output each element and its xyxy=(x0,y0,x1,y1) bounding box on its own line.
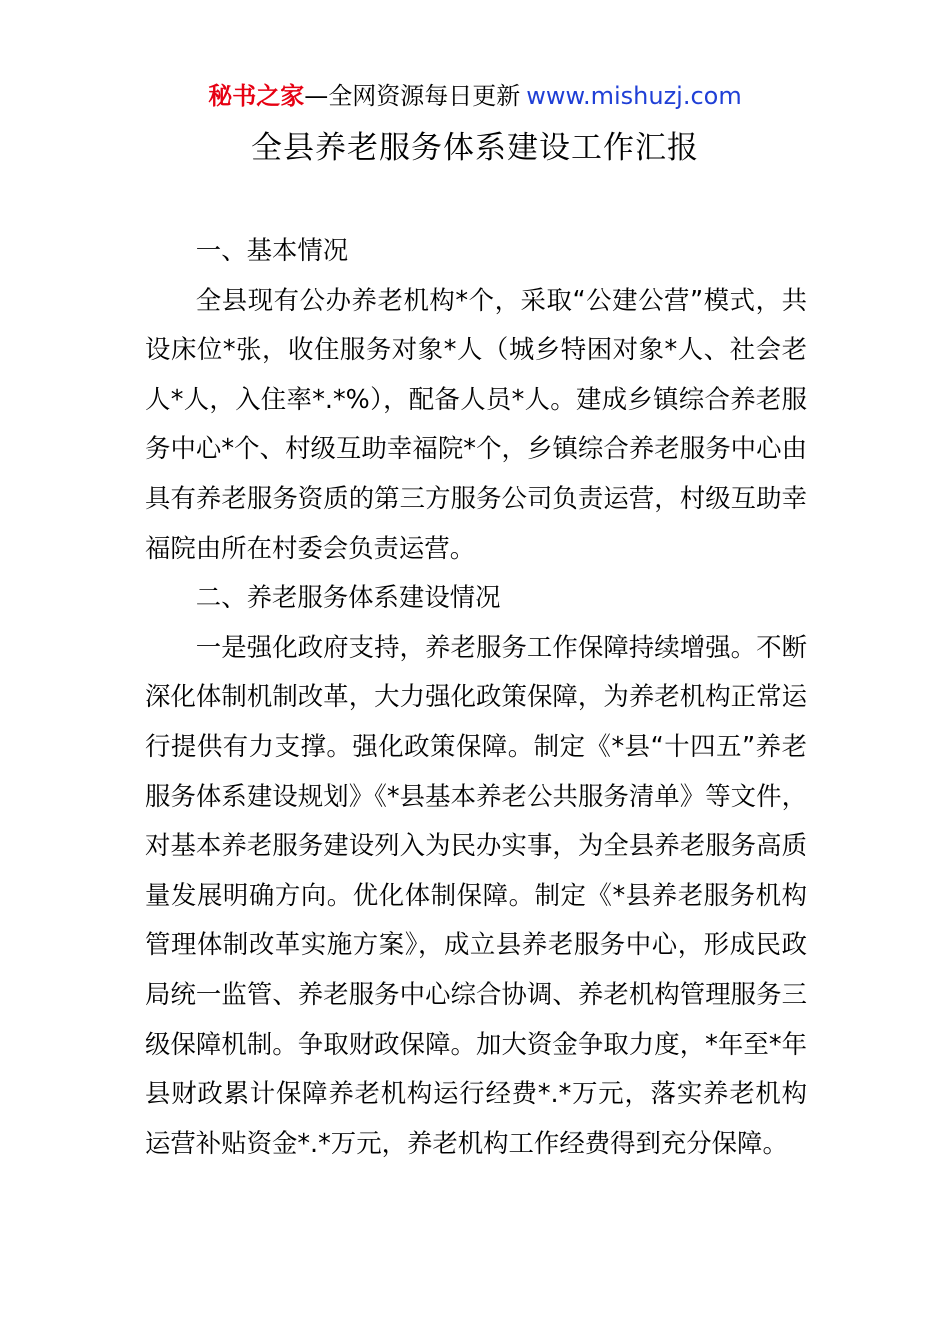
site-header xyxy=(0,80,950,112)
section-heading-basic-situation: 一、基本情况 xyxy=(195,235,349,265)
document-body xyxy=(145,226,807,1168)
paragraph-basic-situation: 全县现有公办养老机构*个，采取“公建公营”模式，共设床位*张，收住服务对象*人（城乡特困对象*人、社会老人*人，入住率*.*%），配备人员*人。建成乡镇综合养老服务中心*个、村级互助幸福院*个，乡镇综合养老服务中心由具有养老服务资质的第三方服务公司负责运营，村级互助幸福院由所在村委会负责运营。 xyxy=(145,284,807,563)
section-heading-system-construction: 二、养老服务体系建设情况 xyxy=(195,582,501,613)
brand-name: 秘书之家 xyxy=(208,82,305,110)
site-url-link[interactable]: www.mishuzj.com xyxy=(526,82,742,110)
site-tagline: —全网资源每日更新 xyxy=(304,82,521,110)
document-title: 全县养老服务体系建设工作汇报 xyxy=(251,130,699,166)
paragraph-government-support: 一是强化政府支持，养老服务工作保障持续增强。不断深化体制机制改革，大力强化政策保障，为养老机构正常运行提供有力支撑。强化政策保障。制定《*县“十四五”养老服务体系建设规划》《*县基本养老公共服务清单》等文件，对基本养老服务建设列入为民办实事，为全县养老服务高质量发展明确方向。优化体制保障。制定《*县养老服务机构管理体制改革实施方案》，成立县养老服务中心，形成民政局统一监管、养老服务中心综合协调、养老机构管理服务三级保障机制。争取财政保障。加大资金争取力度，*年至*年县财政累计保障养老机构运行经费*.*万元，落实养老机构运营补贴资金*.*万元，养老机构工作经费得到充分保障。 xyxy=(145,631,807,1158)
